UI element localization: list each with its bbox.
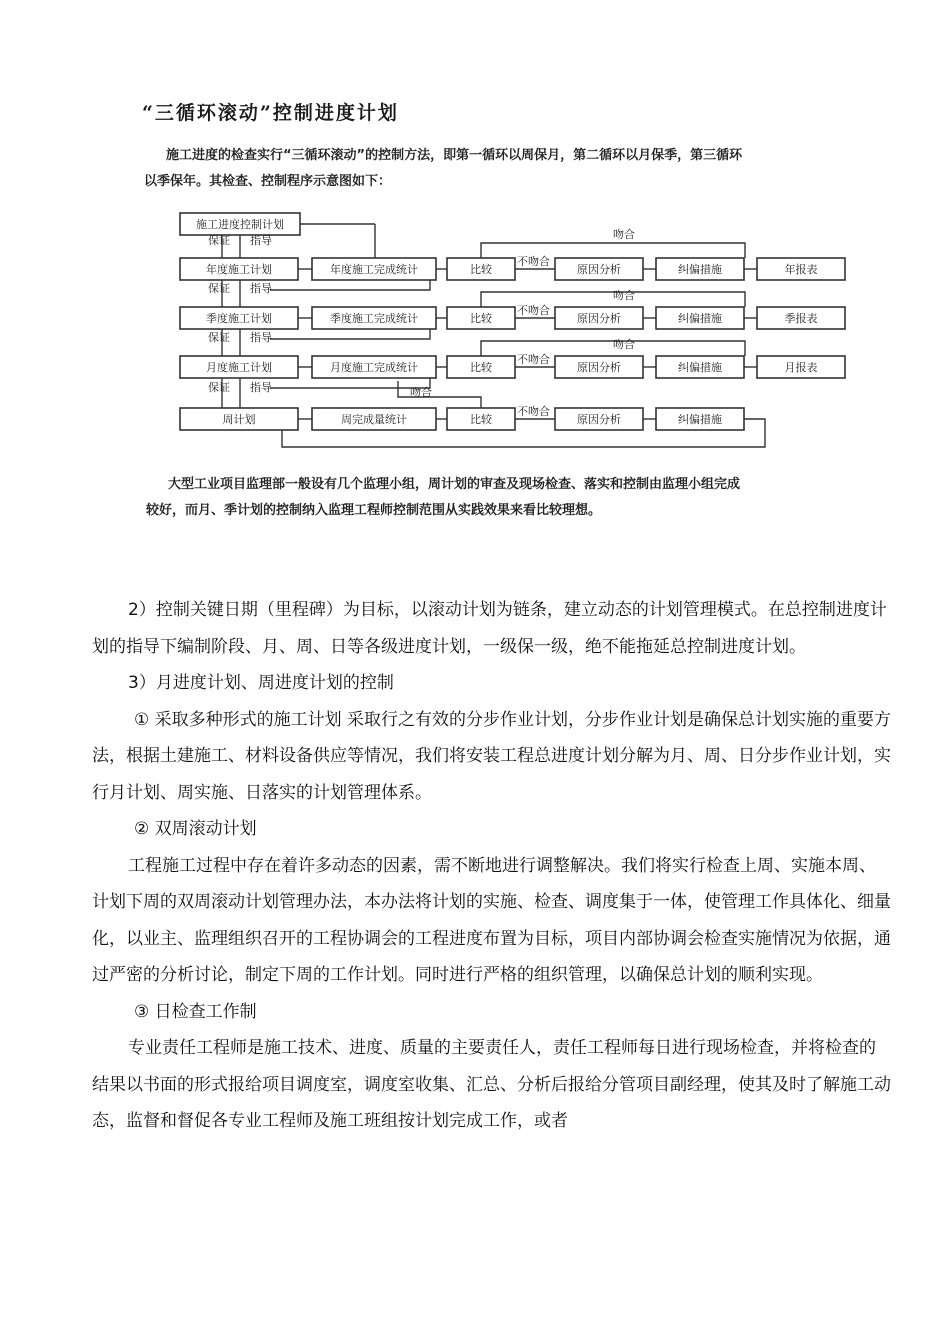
mismatch-label: 不吻合 <box>517 304 550 317</box>
correct-box-label: 纠偏措施 <box>678 263 722 276</box>
body-text <box>92 592 892 1140</box>
cause-box-label: 原因分析 <box>577 361 621 374</box>
match-label: 吻合 <box>613 289 635 302</box>
paragraph-multi-form-plan: ① 采取多种形式的施工计划 采取行之有效的分步作业计划，分步作业计划是确保总计划实施的重要方法，根据土建施工、材料设备供应等情况，我们将安装工程总进度计划分解为月、周、日分步作业计划，实行月计划、周实施、日落实的计划管理体系。 <box>92 709 892 803</box>
compare-box-label: 比较 <box>470 413 492 426</box>
mismatch-label: 不吻合 <box>517 405 550 418</box>
match-label: 吻合 <box>613 228 635 241</box>
guarantee-label: 保证 <box>208 282 230 295</box>
report-box-label: 季报表 <box>784 312 818 325</box>
correct-box-label: 纠偏措施 <box>678 361 722 374</box>
stat-box-label: 季度施工完成统计 <box>330 312 418 325</box>
correct-box-label: 纠偏措施 <box>678 413 722 426</box>
paragraph-milestone: 2）控制关键日期（里程碑）为目标，以滚动计划为链条，建立动态的计划管理模式。在总控制进度计划的指导下编制阶段、月、周、日等各级进度计划，一级保一级，绝不能拖延总控制进度计划。 <box>92 600 887 657</box>
guide-label: 指导 <box>250 331 272 344</box>
figure-intro-line: 施工进度的检查实行“三循环滚动”的控制方法，即第一循环以周保月，第二循环以月保季，第三循环 <box>166 148 743 163</box>
plan-box-label: 年度施工计划 <box>206 263 272 276</box>
guide-label: 指导 <box>250 282 272 295</box>
diagram-row-month <box>180 337 845 388</box>
plan-box-label: 月度施工计划 <box>206 361 272 374</box>
guide-label: 指导 <box>250 381 272 394</box>
figure-note-line: 大型工业项目监理部一般设有几个监理小组，周计划的审查及现场检查、落实和控制由监理小组完成 <box>168 477 741 492</box>
mismatch-label: 不吻合 <box>517 255 550 268</box>
match-label: 吻合 <box>410 386 432 399</box>
mismatch-label: 不吻合 <box>517 353 550 366</box>
diagram-row-quarter <box>180 288 845 339</box>
figure-intro-line: 以季保年。其检查、控制程序示意图如下： <box>144 174 392 189</box>
plan-box-label: 季度施工计划 <box>206 312 272 325</box>
paragraph-biweekly-rolling: 工程施工过程中存在着许多动态的因素，需不断地进行调整解决。我们将实行检查上周、实施本周、计划下周的双周滚动计划管理办法，本办法将计划的实施、检查、调度集于一体，使管理工作具体化、细量化，以业主、监理组织召开的工程协调会的工程进度布置为目标，项目内部协调会检查实施情况为依据，通过严密的分析讨论，制定下周的工作计划。同时进行严格的组织管理，以确保总计划的顺利实现。 <box>92 855 891 985</box>
top-plan-label: 施工进度控制计划 <box>196 218 284 231</box>
guide-label: 指导 <box>250 234 272 247</box>
guarantee-label: 保证 <box>208 234 230 247</box>
stat-box-label: 月度施工完成统计 <box>330 361 418 374</box>
stat-box-label: 年度施工完成统计 <box>330 263 418 276</box>
match-label: 吻合 <box>613 338 635 351</box>
guarantee-label: 保证 <box>208 331 230 344</box>
guarantee-label: 保证 <box>208 381 230 394</box>
compare-box-label: 比较 <box>470 312 492 325</box>
compare-box-label: 比较 <box>470 361 492 374</box>
heading-daily-check: ③ 日检查工作制 <box>134 1001 257 1022</box>
figure-title: “三循环滚动”控制进度计划 <box>142 102 399 124</box>
diagram-row-year <box>180 227 845 290</box>
correct-box-label: 纠偏措施 <box>678 312 722 325</box>
figure-note <box>146 472 898 524</box>
report-box-label: 月报表 <box>784 361 818 374</box>
stat-box-label: 周完成量统计 <box>341 413 407 426</box>
cause-box-label: 原因分析 <box>577 263 621 276</box>
paragraph-daily-check: 专业责任工程师是施工技术、进度、质量的主要责任人，责任工程师每日进行现场检查，并将检查的结果以书面的形式报给项目调度室，调度室收集、汇总、分析后报给分管项目副经理，使其及时了解施工动态，监督和督促各专业工程师及施工班组按计划完成工作，或者 <box>92 1038 891 1131</box>
figure-note-line: 较好，而月、季计划的控制纳入监理工程师控制范围从实践效果来看比较理想。 <box>146 503 602 518</box>
cause-box-label: 原因分析 <box>577 413 621 426</box>
control-flow-diagram <box>0 0 950 470</box>
heading-biweekly-rolling: ② 双周滚动计划 <box>134 819 257 839</box>
cause-box-label: 原因分析 <box>577 312 621 325</box>
heading-month-week-control: 3）月进度计划、周进度计划的控制 <box>128 673 394 693</box>
report-box-label: 年报表 <box>784 263 818 276</box>
compare-box-label: 比较 <box>470 263 492 276</box>
plan-box-label: 周计划 <box>222 413 256 426</box>
